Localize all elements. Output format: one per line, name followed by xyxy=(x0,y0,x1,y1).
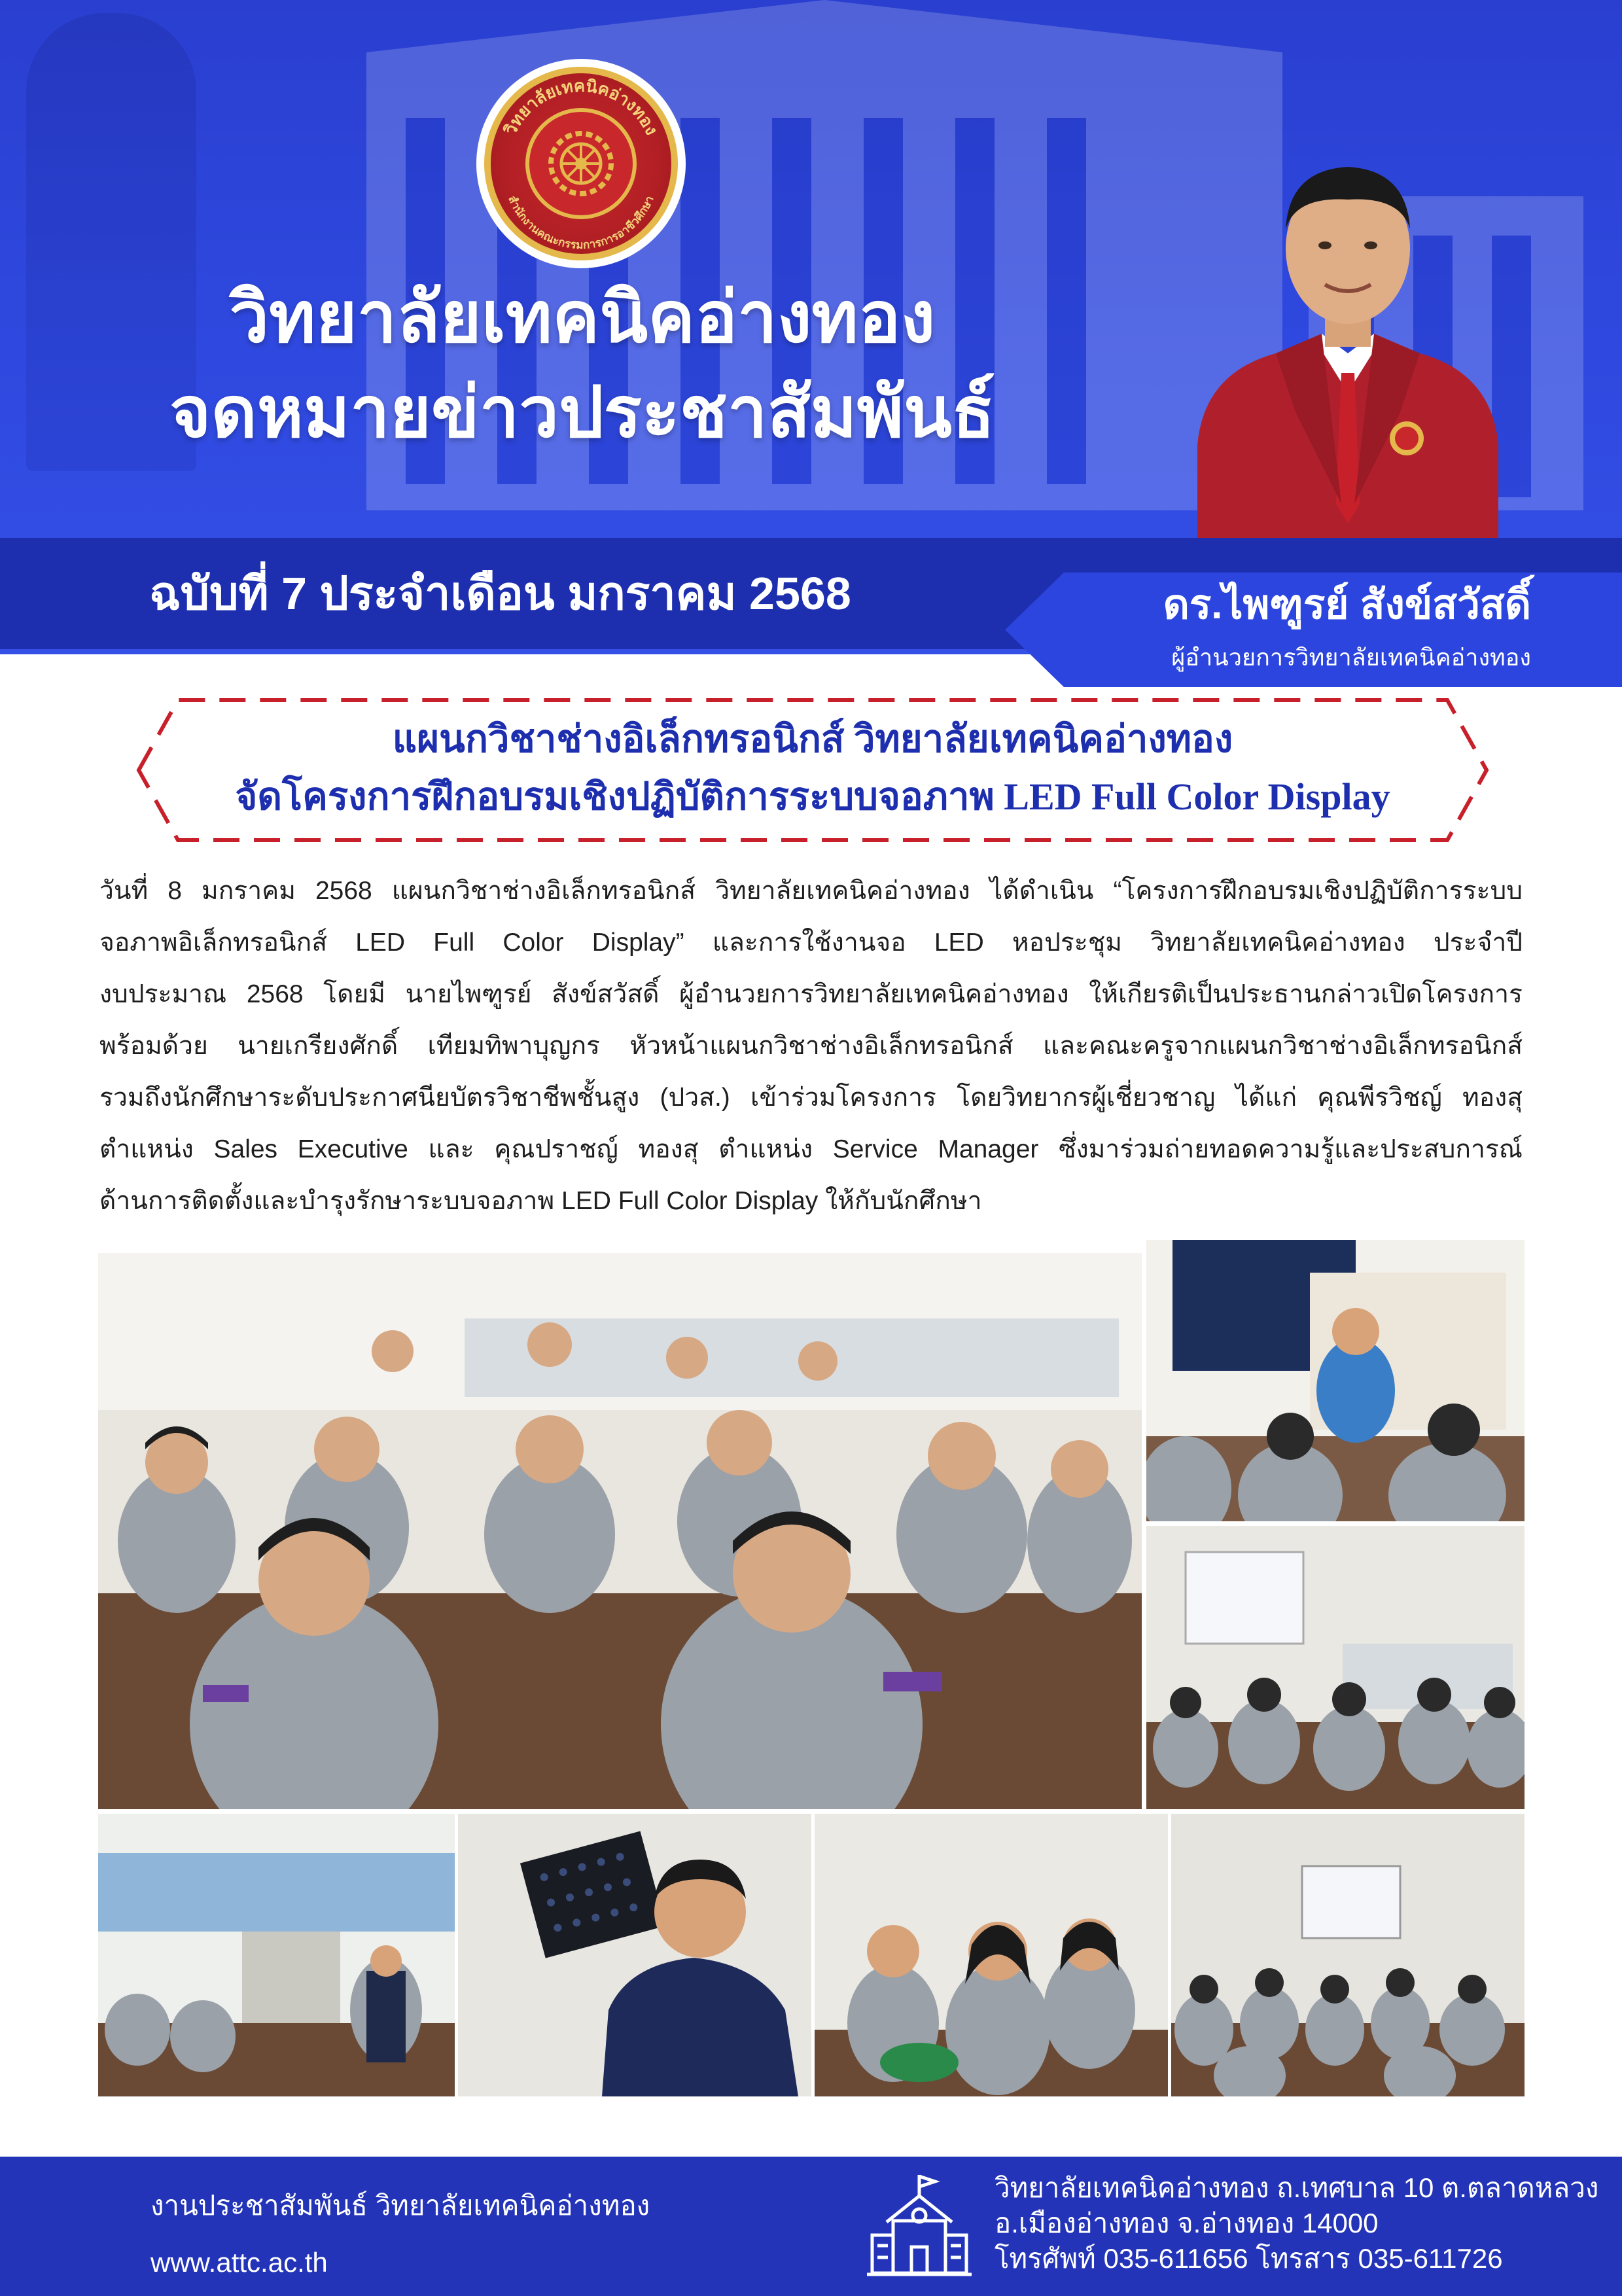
address-line-1: วิทยาลัยเทคนิคอ่างทอง ถ.เทศบาล 10 ต.ตลาดหลวง xyxy=(995,2172,1599,2203)
article-line: พร้อมด้วย นายเกรียงศักดิ์ เทียมทิพาบุญกร หัวหน้าแผนกวิชาช่างอิเล็กทรอนิกส์ และคณะครูจากแผนกวิชาช่างอิเล็กทรอนิกส์ xyxy=(99,1032,1523,1060)
article-line: รวมถึงนักศึกษาระดับประกาศนียบัตรวิชาชีพชั้นสูง (ปวส.) เข้าร่วมโครงการ โดยวิทยากรผู้เชี่ยวชาญ ได้แก่ คุณพีรวิชญ์ ทองสุ xyxy=(99,1084,1523,1112)
photo-director-speaking xyxy=(1146,1240,1525,1521)
address-line-2: อ.เมืองอ่างทอง จ.อ่างทอง 14000 xyxy=(995,2208,1379,2238)
seal-ring-text xyxy=(484,67,678,260)
photo-students-listening xyxy=(815,1814,1168,2096)
article-line: วันที่ 8 มกราคม 2568 แผนกวิชาช่างอิเล็กทรอนิกส์ วิทยาลัยเทคนิคอ่างทอง ได้ดำเนิน “โครงการฝึกอบรมเชิงปฏิบัติการระบบ xyxy=(99,877,1523,905)
article-line: ตำแหน่ง Sales Executive และ คุณปราชญ์ ทองสุ ตำแหน่ง Service Manager ซึ่งมาร่วมถ่ายทอดความรู้และประสบการณ์ xyxy=(99,1135,1523,1163)
college-name-title: วิทยาลัยเทคนิคอ่างทอง xyxy=(229,277,936,357)
headline-line-2: จัดโครงการฝึกอบรมเชิงปฏิบัติการระบบจอภาพ LED Full Color Display xyxy=(235,775,1390,818)
school-building-icon xyxy=(867,2170,972,2281)
headline-box xyxy=(113,695,1513,845)
issue-label: ฉบับที่ 7 ประจำเดือน มกราคม 2568 xyxy=(149,568,851,619)
photo-classroom-projector xyxy=(1146,1526,1525,1809)
svg-text:วิทยาลัยเทคนิคอ่างทอง: วิทยาลัยเทคนิคอ่างทอง xyxy=(500,75,662,138)
svg-text:สำนักงานคณะกรรมการการอาชีวศึกษ: สำนักงานคณะกรรมการการอาชีวศึกษา xyxy=(506,194,656,252)
director-name: ดร.ไพฑูรย์ สังข์สวัสดิ์ xyxy=(1163,582,1531,627)
website-link[interactable]: www.attc.ac.th xyxy=(150,2247,328,2278)
group-photo-students xyxy=(98,1253,1142,1809)
article-body xyxy=(99,865,1523,1227)
director-title: ผู้อำนวยการวิทยาลัยเทคนิคอ่างทอง xyxy=(1171,644,1531,671)
article-line: งบประมาณ 2568 โดยมี นายไพฑูรย์ สังข์สวัสดิ์ ผู้อำนวยการวิทยาลัยเทคนิคอ่างทอง ให้เกียรติเป็นประธานกล่าวเปิดโครงการ xyxy=(99,980,1523,1008)
director-portrait xyxy=(1184,137,1511,576)
facebook-page-label[interactable]: งานประชาสัมพันธ์ วิทยาลัยเทคนิคอ่างทอง xyxy=(150,2190,650,2221)
headline-line-1: แผนกวิชาช่างอิเล็กทรอนิกส์ วิทยาลัยเทคนิคอ่างทอง xyxy=(392,718,1233,760)
photo-lab-equipment xyxy=(98,1814,455,2096)
contact-phone-fax: โทรศัพท์ 035-611656 โทรสาร 035-611726 xyxy=(995,2243,1503,2274)
photo-led-panel-demo xyxy=(458,1814,811,2096)
newsletter-title: จดหมายข่าวประชาสัมพันธ์ xyxy=(169,372,995,451)
photo-classroom-back xyxy=(1171,1814,1525,2096)
article-line: จอภาพอิเล็กทรอนิกส์ LED Full Color Display” และการใช้งานจอ LED หอประชุม วิทยาลัยเทคนิคอ่างทอง ประจำปี xyxy=(99,928,1523,957)
article-line: ด้านการติดตั้งและบำรุงรักษาระบบจอภาพ LED Full Color Display ให้กับนักศึกษา xyxy=(99,1187,982,1215)
college-seal-logo xyxy=(476,59,686,268)
